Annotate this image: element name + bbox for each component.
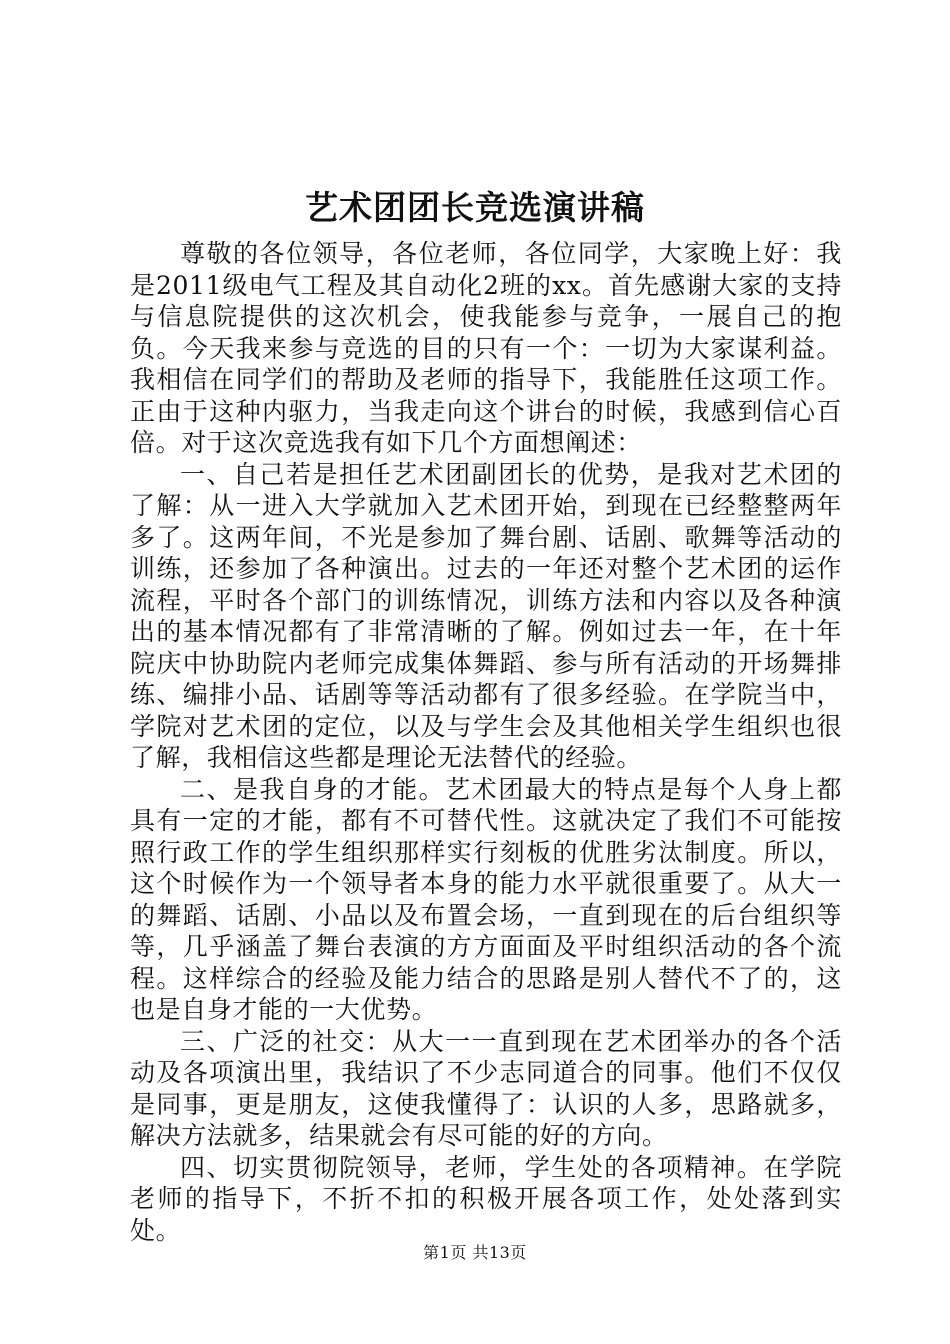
document-body xyxy=(130,238,842,1246)
document-title: 艺术团团长竞选演讲稿 xyxy=(305,188,645,227)
paragraph-greeting: 尊敬的各位领导，各位老师，各位同学，大家晚上好：我是2011级电气工程及其自动化2班的xx。首先感谢大家的支持与信息院提供的这次机会，使我能参与竞争，一展自己的抱负。今天我来参与竞选的目的只有一个：一切为大家谋利益。我相信在同学们的帮助及老师的指导下，我能胜任这项工作。正由于这种内驱力，当我走向这个讲台的时候，我感到信心百倍。对于这次竞选我有如下几个方面想阐述： xyxy=(130,239,842,457)
paragraph-point-three: 三、广泛的社交：从大一一直到现在艺术团举办的各个活动及各项演出里，我结识了不少志同道合的同事。他们不仅仅是同事，更是朋友，这使我懂得了：认识的人多，思路就多，解决方法就多，结果就会有尽可能的好的方向。 xyxy=(130,1026,842,1150)
paragraph-point-four: 四、切实贯彻院领导，老师，学生处的各项精神。在学院老师的指导下，不折不扣的积极开展各项工作，处处落到实处。 xyxy=(130,1152,842,1245)
paragraph-point-two: 二、是我自身的才能。艺术团最大的特点是每个人身上都具有一定的才能，都有不可替代性。这就决定了我们不可能按照行政工作的学生组织那样实行刻板的优胜劣汰制度。所以，这个时候作为一个领导者本身的能力水平就很重要了。从大一的舞蹈、话剧、小品以及布置会场，一直到现在的后台组织等等，几乎涵盖了舞台表演的方方面面及平时组织活动的各个流程。这样综合的经验及能力结合的思路是别人替代不了的，这也是自身才能的一大优势。 xyxy=(130,774,842,1024)
page-number-footer: 第1页 共13页 xyxy=(423,1243,527,1262)
paragraph-point-one: 一、自己若是担任艺术团副团长的优势，是我对艺术团的了解：从一进入大学就加入艺术团开始，到现在已经整整两年多了。这两年间，不光是参加了舞台剧、话剧、歌舞等活动的训练，还参加了各种演出。过去的一年还对整个艺术团的运作流程，平时各个部门的训练情况，训练方法和内容以及各种演出的基本情况都有了非常清晰的了解。例如过去一年，在十年院庆中协助院内老师完成集体舞蹈、参与所有活动的开场舞排练、编排小品、话剧等等活动都有了很多经验。在学院当中，学院对艺术团的定位，以及与学生会及其他相关学生组织也很了解，我相信这些都是理论无法替代的经验。 xyxy=(130,459,842,772)
